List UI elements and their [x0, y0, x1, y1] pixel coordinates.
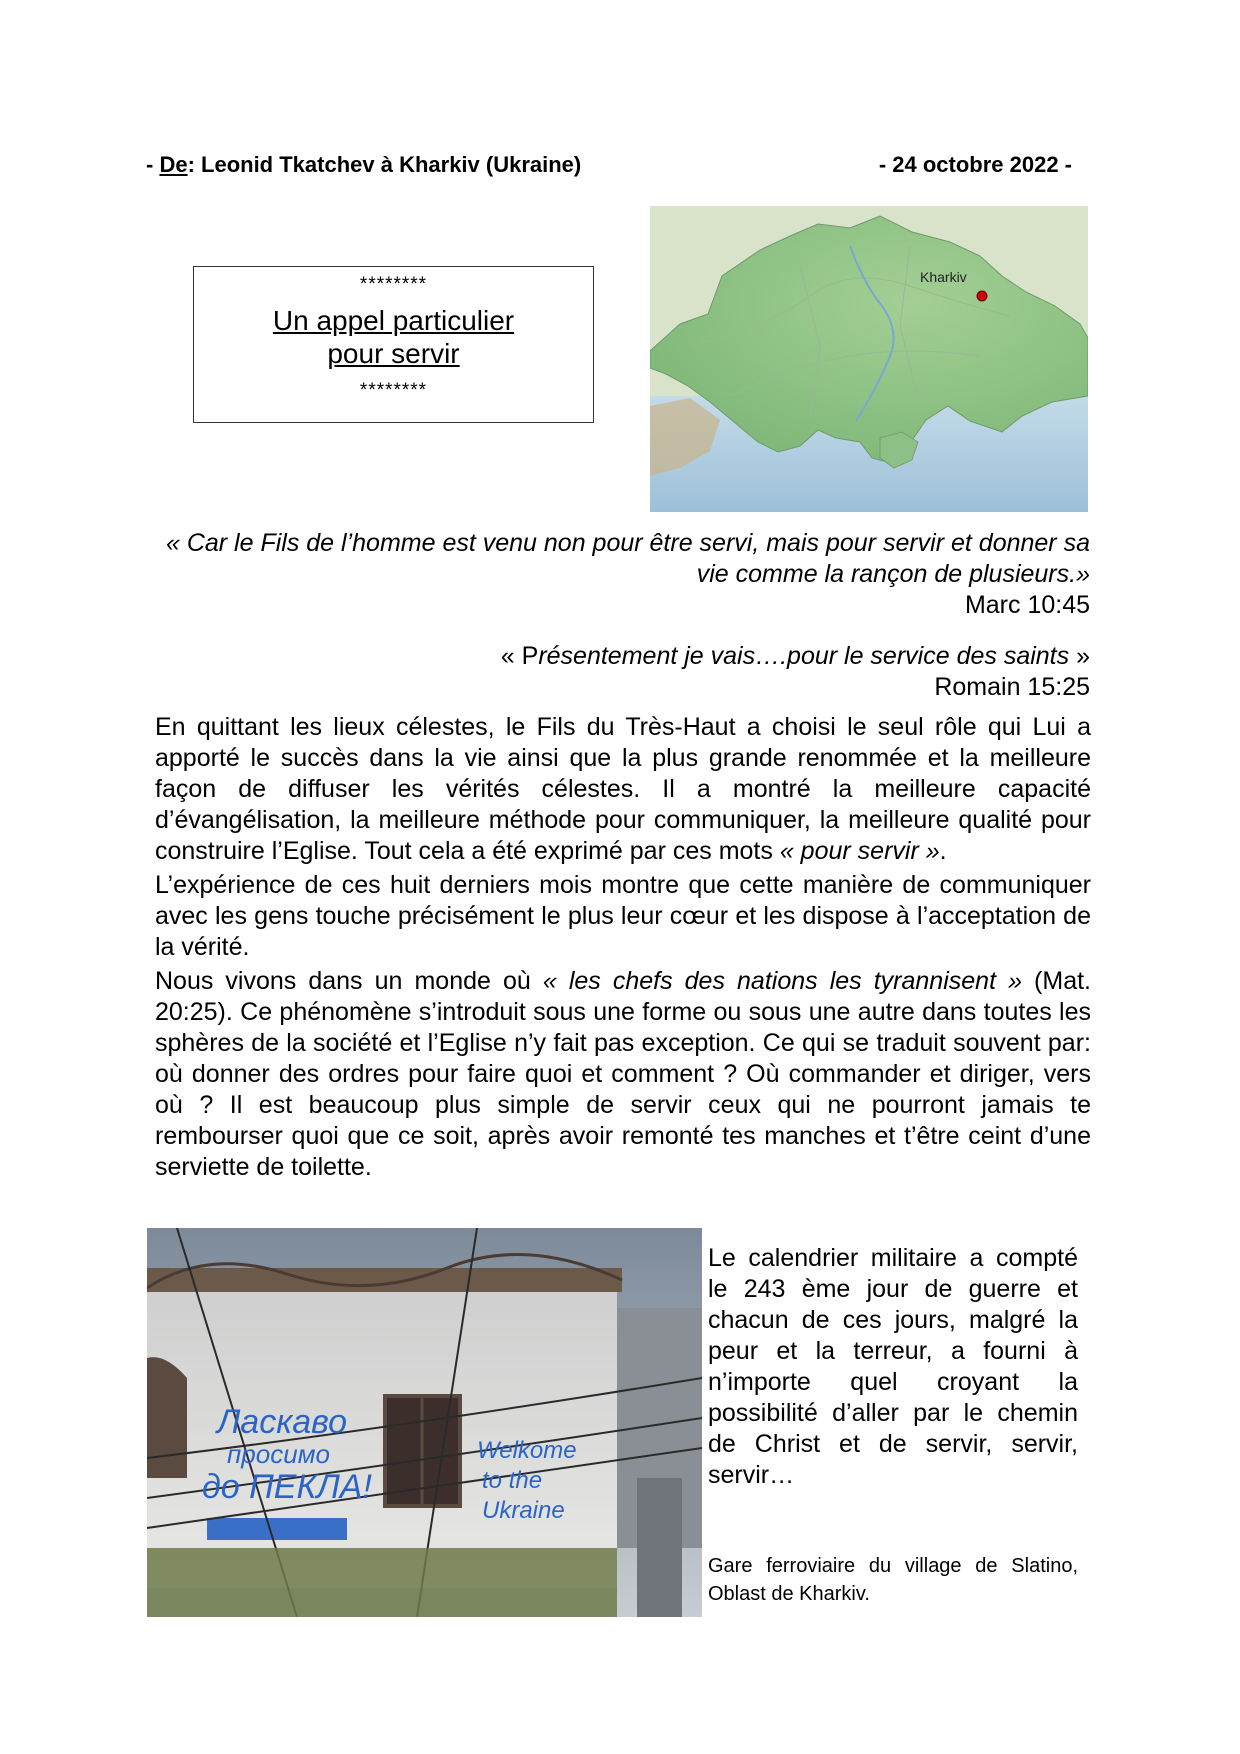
svg-text:до ПЕКЛА!: до ПЕКЛА! [202, 1468, 372, 1506]
de-label: De [159, 152, 188, 177]
damaged-roof [147, 1268, 622, 1292]
quote-mark [150, 528, 1090, 621]
letter-date: - 24 octobre 2022 - [878, 152, 1072, 177]
weeds [147, 1548, 617, 1617]
stars-bottom: ******** [359, 380, 428, 401]
title-line-2: pour servir [327, 338, 460, 369]
station-photo [147, 1228, 702, 1617]
photo-image [147, 1228, 702, 1617]
paragraph-3: Nous vivons dans un monde où « les chefs des nations les tyrannisent » (Mat. 20:25). Ce phénomène s’introduit sous une forme ou sous une autre dans toutes les sphères de la société et l’Eglise n’y fait pas exception. Ce qui se traduit souvent par: où donner des ordres pour faire quoi et comment ? Où commander et diriger, vers où ? Il est beaucoup plus simple de servir ceux qui ne pourront jamais te rembourser quoi que ce soit, après avoir remonté tes manches et t’être ceint d’une serviette de toilette. [155, 967, 1091, 1181]
map-image [650, 206, 1088, 512]
blue-bench [207, 1518, 347, 1540]
page-title [194, 304, 593, 370]
side-paragraph: Le calendrier militaire a compté le 243 ème jour de guerre et chacun de ces jours, malgré la peur et la terreur, a fourni à n’importe quel croyant la possibilité d’aller par le chemin de Christ et de servir, servir, servir… [708, 1244, 1078, 1489]
quote-romans-text: résentement je vais….pour le service des saints [538, 642, 1070, 670]
svg-text:просимо: просимо [227, 1439, 330, 1469]
svg-text:Ласкаво: Ласкаво [217, 1403, 348, 1441]
svg-text:to the: to the [482, 1467, 543, 1494]
stars-top: ******** [359, 274, 428, 295]
sender-text: : Leonid Tkatchev à Kharkiv (Ukraine) [187, 152, 582, 177]
quote-mark-text: « Car le Fils de l’homme est venu non pour être servi, mais pour servir et donner sa vie comme la rançon de plusieurs.» [165, 529, 1090, 588]
svg-text:Ukraine: Ukraine [482, 1497, 565, 1524]
arched-window [147, 1357, 187, 1478]
ukraine-map [650, 206, 1088, 512]
photo-caption: Gare ferroviaire du village de Slatino, Oblast de Kharkiv. [708, 1555, 1078, 1605]
body-text [155, 712, 1091, 1186]
quote-romans-reference: Romain 15:25 [934, 673, 1090, 701]
title-line-1: Un appel particulier [272, 305, 515, 336]
svg-text:Welkome: Welkome [477, 1437, 577, 1464]
title-box [193, 266, 594, 423]
kharkiv-label: Kharkiv [920, 269, 967, 285]
quote-mark-reference: Marc 10:45 [964, 591, 1090, 619]
kharkiv-marker [977, 291, 987, 301]
quote-romans: « Présentement je vais….pour le service des saints » Romain 15:25 [500, 642, 1090, 701]
paragraph-1: En quittant les lieux célestes, le Fils du Très-Haut a choisi le seul rôle qui Lui a apporté le succès dans la vie ainsi que la plus grande renommée et la meilleure façon de diffuser les vérités célestes. Il a montré la meilleure capacité d’évangélisation, la meilleure méthode pour communiquer, la meilleure qualité pour construire l’Eglise. Tout cela a été exprimé par ces mots « pour servir ». [155, 713, 1091, 865]
sender-line: - De: Leonid Tkatchev à Kharkiv (Ukraine) [146, 152, 582, 177]
paragraph-2: L’expérience de ces huit derniers mois montre que cette manière de communiquer avec les gens touche précisément le plus leur cœur et les dispose à l’acceptation de la vérité. [155, 871, 1091, 961]
